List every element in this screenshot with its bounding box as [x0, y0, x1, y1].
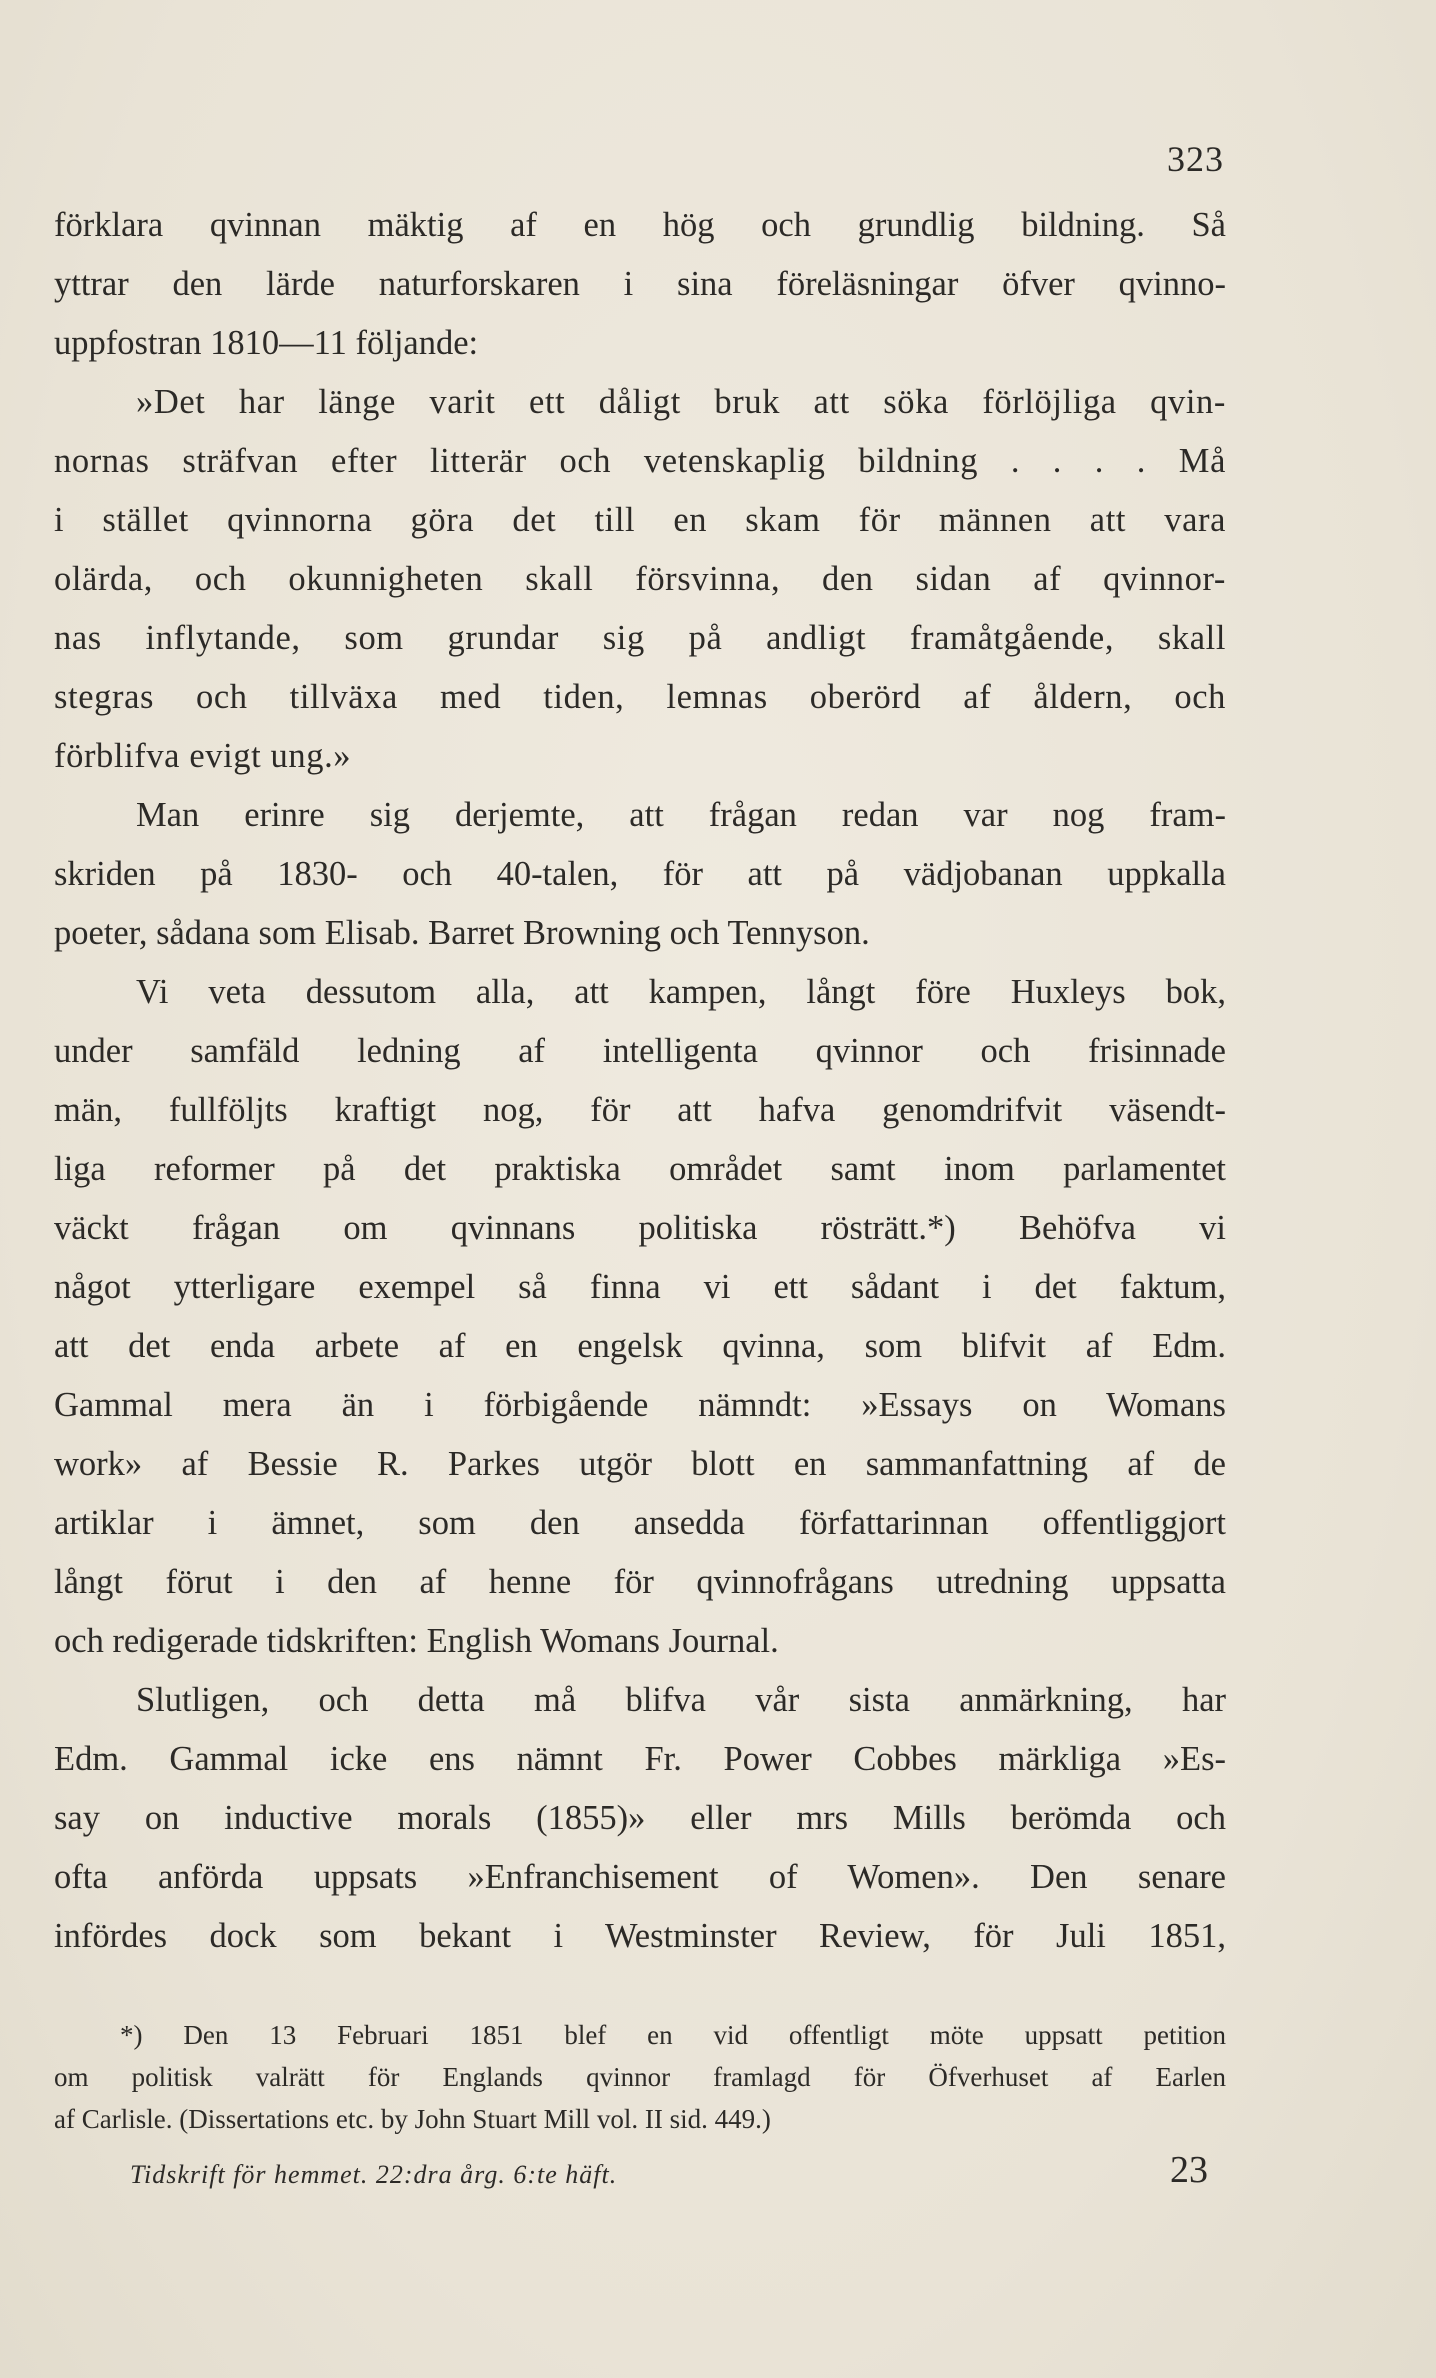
- text-line: nornas sträfvan efter litterär och vetenskaplig bildning . . . . Må: [54, 442, 1226, 480]
- text-line: Slutligen, och detta må blifva vår sista anmärkning, har: [136, 1681, 1226, 1719]
- text-line: män, fullföljts kraftigt nog, för att hafva genomdrifvit väsendt-: [54, 1091, 1226, 1129]
- footnote-line: om politisk valrätt för Englands qvinnor framlagd för Öfverhuset af Earlen: [54, 2062, 1226, 2092]
- text-line: nas inflytande, som grundar sig på andligt framåtgående, skall: [54, 619, 1226, 657]
- text-line: och redigerade tidskriften: English Womans Journal.: [54, 1622, 779, 1660]
- text-line: att det enda arbete af en engelsk qvinna, som blifvit af Edm.: [54, 1327, 1226, 1365]
- text-line: Edm. Gammal icke ens nämnt Fr. Power Cobbes märkliga »Es-: [54, 1740, 1226, 1778]
- signature-number: 23: [1170, 2149, 1208, 2191]
- footnote-line: af Carlisle. (Dissertations etc. by John Stuart Mill vol. II sid. 449.): [54, 2104, 771, 2134]
- printer-signature: [130, 2149, 1230, 2206]
- text-line: Vi veta dessutom alla, att kampen, långt före Huxleys bok,: [136, 973, 1226, 1011]
- text-line: skriden på 1830- och 40-talen, för att på vädjobanan uppkalla: [54, 855, 1226, 893]
- footnote-line: *) Den 13 Februari 1851 blef en vid offentligt möte uppsatt petition: [120, 2020, 1226, 2050]
- page-number: 323: [1167, 139, 1224, 179]
- footnotes: [54, 2014, 1226, 2140]
- text-line: under samfäld ledning af intelligenta qvinnor och frisinnade: [54, 1032, 1226, 1070]
- text-line: långt förut i den af henne för qvinnofrågans utredning uppsatta: [54, 1563, 1226, 1601]
- text-line: say on inductive morals (1855)» eller mrs Mills berömda och: [54, 1799, 1226, 1837]
- signature-text: Tidskrift för hemmet. 22:dra årg. 6:te häft.: [130, 2160, 618, 2189]
- text-line: uppfostran 1810—11 följande:: [54, 324, 479, 362]
- text-line: förblifva evigt ung.»: [54, 737, 352, 775]
- text-line: förklara qvinnan mäktig af en hög och grundlig bildning. Så: [54, 206, 1226, 244]
- text-line: work» af Bessie R. Parkes utgör blott en sammanfattning af de: [54, 1445, 1226, 1483]
- text-line: Gammal mera än i förbigående nämndt: »Essays on Womans: [54, 1386, 1226, 1424]
- text-line: stegras och tillväxa med tiden, lemnas oberörd af åldern, och: [54, 678, 1226, 716]
- text-line: infördes dock som bekant i Westminster Review, för Juli 1851,: [54, 1917, 1226, 1955]
- text-line: något ytterligare exempel så finna vi ett sådant i det faktum,: [54, 1268, 1226, 1306]
- text-line: liga reformer på det praktiska området samt inom parlamentet: [54, 1150, 1226, 1188]
- text-line: ofta anförda uppsats »Enfranchisement of Women». Den senare: [54, 1858, 1226, 1896]
- text-line: artiklar i ämnet, som den ansedda författarinnan offentliggjort: [54, 1504, 1226, 1542]
- text-line: poeter, sådana som Elisab. Barret Browning och Tennyson.: [54, 914, 870, 952]
- text-line: i stället qvinnorna göra det till en skam för männen att vara: [54, 501, 1226, 539]
- text-line: olärda, och okunnigheten skall försvinna, den sidan af qvinnor-: [54, 560, 1226, 598]
- text-line: yttrar den lärde naturforskaren i sina föreläsningar öfver qvinno-: [54, 265, 1226, 303]
- text-line: »Det har länge varit ett dåligt bruk att söka förlöjliga qvin-: [136, 383, 1226, 421]
- body-text: [54, 196, 1226, 1966]
- text-line: väckt frågan om qvinnans politiska rösträtt.*) Behöfva vi: [54, 1209, 1226, 1247]
- text-line: Man erinre sig derjemte, att frågan redan var nog fram-: [136, 796, 1226, 834]
